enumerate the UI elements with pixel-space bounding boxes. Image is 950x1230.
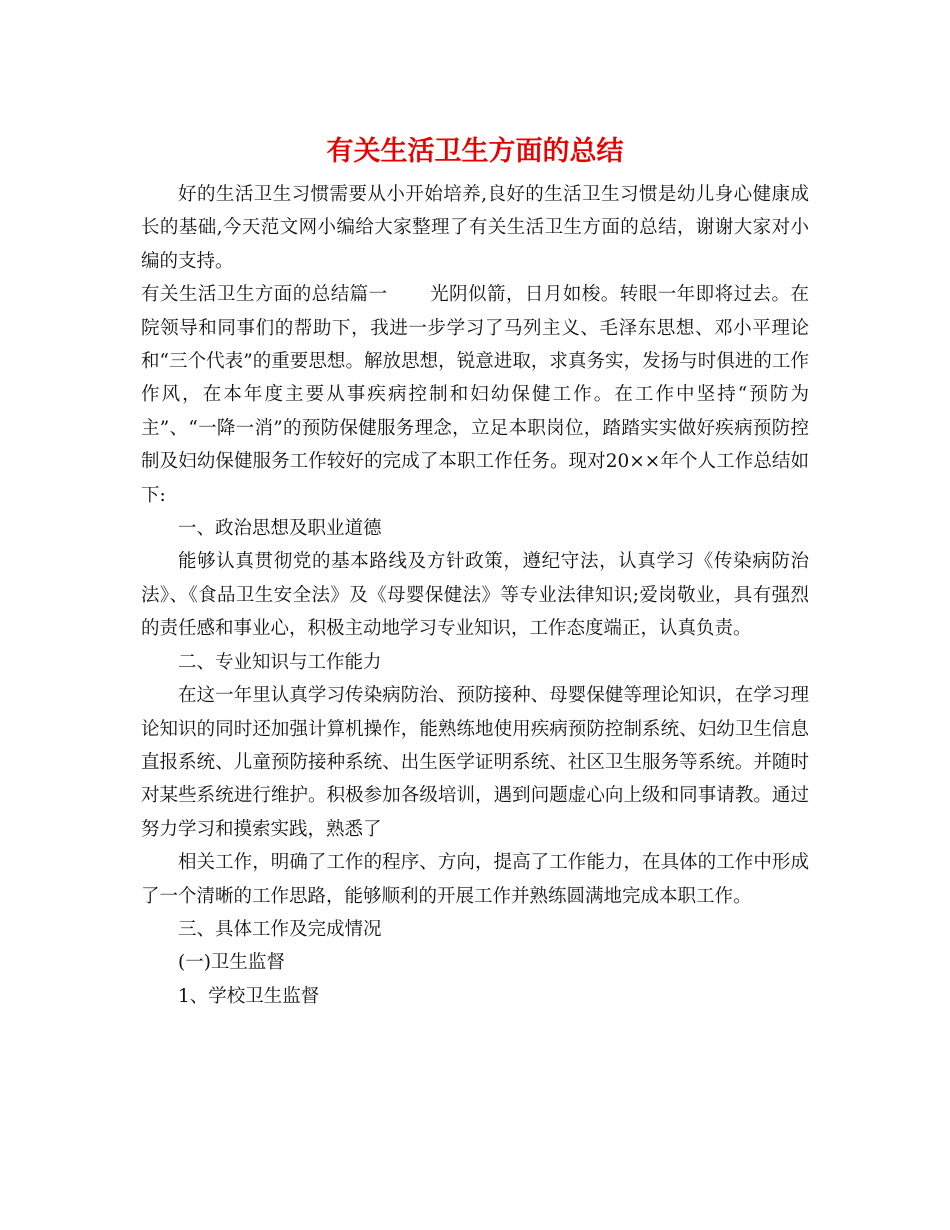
section3-title: 三、具体工作及完成情况 (178, 918, 382, 940)
intro-paragraph: 好的生活卫生习惯需要从小开始培养,良好的生活卫生习惯是幼儿身心健康成长的基础,今天范文网小编给大家整理了有关生活卫生方面的总结，谢谢大家对小编的支持。 (141, 184, 809, 272)
part1-body: 光阴似箭，日月如梭。转眼一年即将过去。在院领导和同事们的帮助下，我进一步学习了马列主义、毛泽东思想、邓小平理论和“三个代表”的重要思想。解放思想，锐意进取，求真务实，发扬与时俱进的工作作风，在本年度主要从事疾病控制和妇幼保健工作。在工作中坚持“预防为主”、“一降一消”的预防保健服务理念，立足本职岗位，踏踏实实做好疾病预防控制及妇幼保健服务工作较好的完成了本职工作任务。现对20××年个人工作总结如下: (141, 284, 809, 506)
section1-body: 能够认真贯彻党的基本路线及方针政策，遵纪守法，认真学习《传染病防治法》、《食品卫生安全法》及《母婴保健法》等专业法律知识;爱岗敬业，具有强烈的责任感和事业心，积极主动地学习专业知识，工作态度端正，认真负责。 (141, 551, 809, 640)
part1-heading: 有关生活卫生方面的总结篇一 (141, 284, 388, 306)
document-title: 有关生活卫生方面的总结 (326, 136, 624, 167)
section2-title: 二、专业知识与工作能力 (178, 651, 382, 673)
section1-title: 一、政治思想及职业道德 (178, 518, 382, 540)
section2-body-a: 在这一年里认真学习传染病防治、预防接种、母婴保健等理论知识，在学习理论知识的同时还加强计算机操作，能熟练地使用疾病预防控制系统、妇幼卫生信息直报系统、儿童预防接种系统、出生医学证明系统、社区卫生服务等系统。并随时对某些系统进行维护。积极参加各级培训，遇到问题虚心向上级和同事请教。通过努力学习和摸索实践，熟悉了 (141, 685, 809, 840)
section2-body-b: 相关工作，明确了工作的程序、方向，提高了工作能力，在具体的工作中形成了一个清晰的工作思路，能够顺利的开展工作并熟练圆满地完成本职工作。 (141, 852, 809, 907)
item1-title: 1、学校卫生监督 (178, 985, 320, 1007)
subsection1-title: (一)卫生监督 (178, 952, 285, 974)
document-body (141, 178, 809, 1013)
part1-paragraph (141, 278, 809, 512)
